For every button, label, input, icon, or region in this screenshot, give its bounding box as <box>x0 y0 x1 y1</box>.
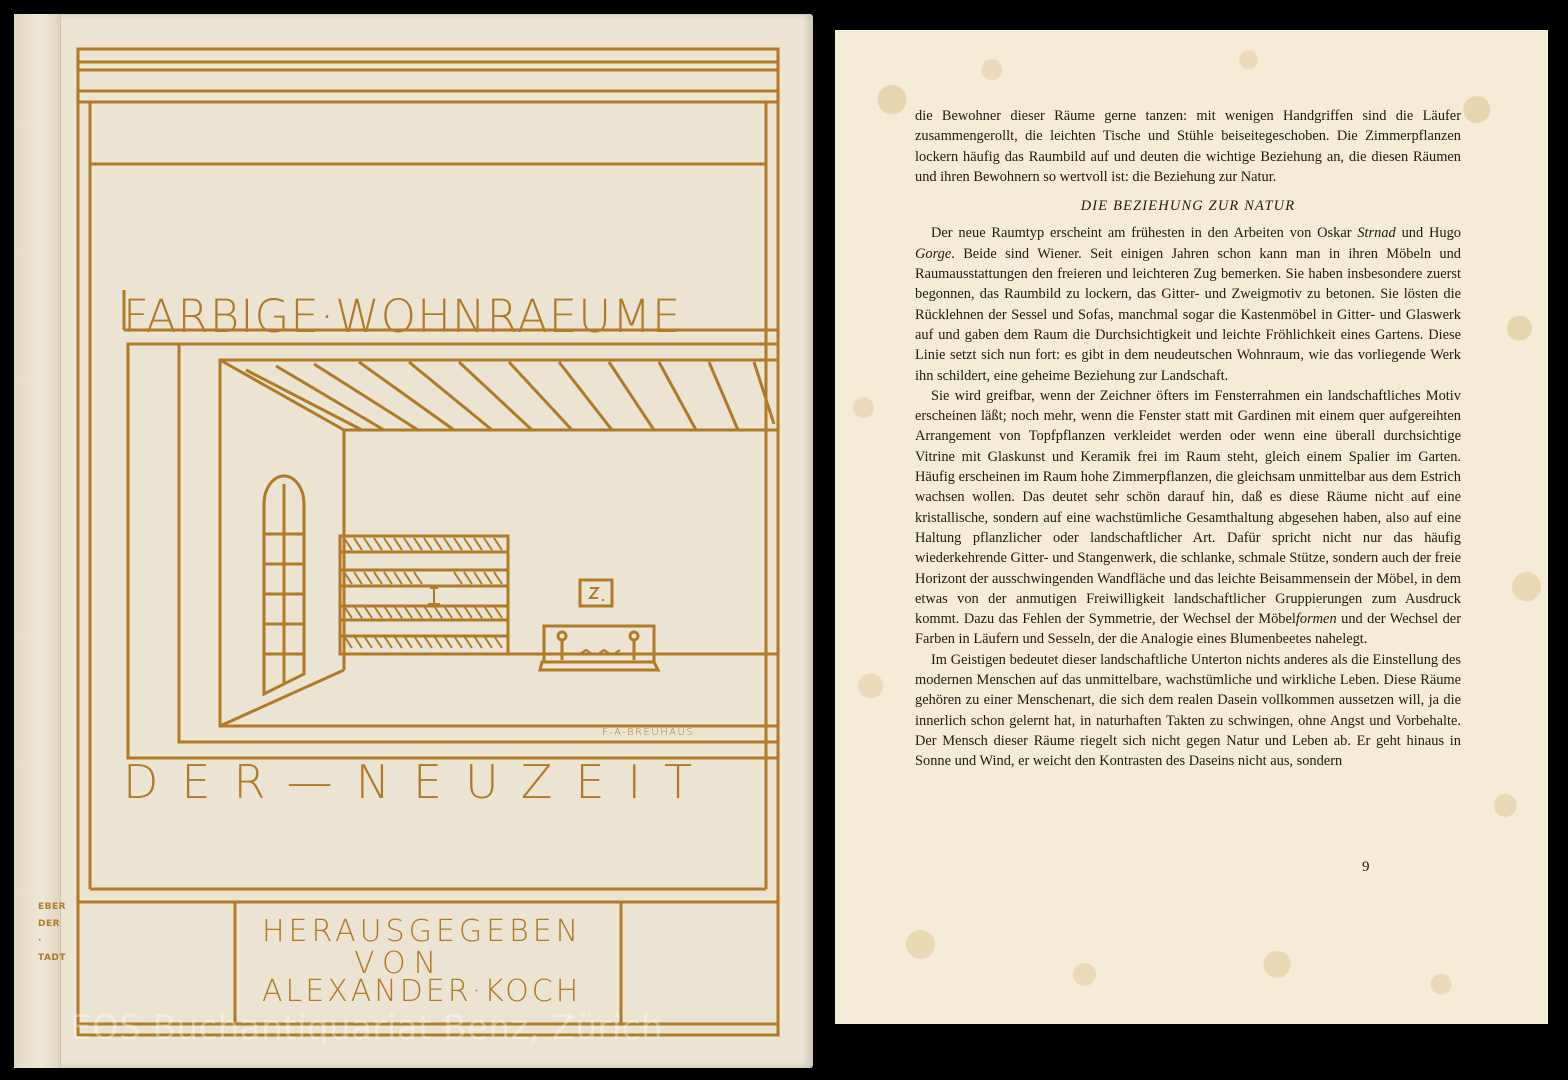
cover-illustration <box>14 14 813 1068</box>
paragraph: die Bewohner dieser Räume gerne tanzen: mit wenigen Handgriffen sind die Läufer zusammengerollt, die leichten Tische und Stühle beiseitegeschoben. Die Zimmerpflanzen lockern häufig das Raumbild auf und deuten die wichtige Beziehung an, die diesen Räumen und ihren Bewohnern so wertvoll ist: die Beziehung zur Natur. <box>915 108 1461 185</box>
cover-title-line1: FARBIGE·WOHNRAEUME <box>123 290 682 343</box>
page-text <box>915 106 1461 772</box>
publisher-line1: HERAUSGEGEBEN <box>262 914 583 949</box>
paragraph: Sie wird greifbar, wenn der Zeichner öfters im Fensterrahmen ein landschaftliches Motiv erscheinen läßt; noch mehr, wenn die Fenster statt mit Gardinen mit einem quer aufgereihten Arrangement von Topfpflanzen verkleidet werden oder wenn eine überall durchsichtige Vitrine mit Glaskunst und Keramik frei im Raum steht, gleich einem Spalier im Garten. Häufig erscheinen im Raum hohe Zimmerpflanzen, die gleichsam unmittelbar aus dem Estrich wachsen wollen. Das deutet sehr schön darauf hin, daß es diese Räume nicht auf eine kristallische, sondern auf eine wachstümliche Gesamthaltung abgesehen haben, also auf eine Haltung pflanzlicher oder landschaftlicher Art. Dafür spricht nicht nur das häufig wiederkehrende Gitter- und Stangenwerk, die schlanke, schmale Stütze, sondern auch der freie Horizont der ausschwingenden Wandfläche und das leichte Beisammensein der Möbel, in dem etwas von der anmutigen Freiwilligkeit landschaftlicher Gruppierungen zum Ausdruck kommt. Dazu das Fehlen der Symmetrie, der Wechsel der Möbelformen und der Wechsel der Farben in Läufern und Sesseln, der die Analogie eines Blumenbeetes nahelegt. <box>915 387 1461 648</box>
page-number: 9 <box>1362 859 1370 875</box>
publisher-line2: VON <box>354 946 445 981</box>
book-page <box>835 30 1548 1024</box>
spine-label: · <box>38 936 42 946</box>
paragraph: Der neue Raumtyp erscheint am frühesten in den Arbeiten von Oskar Strnad und Hugo Gorge. Beide sind Wiener. Seit einigen Jahren schon kann man in ihren Möbeln und Raumausstattungen den freieren und leichteren Zug bemerken. Sie haben insbesondere zuerst begonnen, das Raumbild zu lockern, das Gitter- und Zweigmotiv zu betonen. Sie lösten die Rücklehnen der Sessel und Sofas, manchmal sogar die Kastenmöbel in Gitter- und Glaswerk auf und gaben dem Raum die Durchsichtigkeit und leichte Fröhlichkeit eines Gartens. Diese Linie setzt sich nun fort: es gibt in dem neudeutschen Wohnraum, wie das vorliegende Werk ihn schildert, eine geheime Beziehung zur Landschaft. <box>915 225 1461 384</box>
publisher-line3: ALEXANDER·KOCH <box>262 974 582 1009</box>
cover-title-line2: DER—NEUZEIT <box>123 755 716 809</box>
book-cover <box>14 14 813 1068</box>
section-heading: DIE BEZIEHUNG ZUR NATUR <box>1080 198 1296 215</box>
watermark: EOS Buchantiquariat Benz, Zürich <box>70 1008 664 1048</box>
spine-label: TADT <box>38 953 67 963</box>
paragraph: Im Geistigen bedeutet dieser landschaftliche Unterton nichts anderes als die Einstellung des modernen Menschen auf das unmittelbare, wachstümliche und wirkliche Leben. Diese Räume gehören zu einer Menschenart, die sich dem realen Dasein vollkommen aussetzen will, ja die innerlich schon gelernt hat, in naturhaften Takten zu schwingen, ohne Angst und Vorbehalte. Der Mensch dieser Räume riegelt sich nicht gegen Natur und Leben ab. Er geht hinaus in Sonne und Wind, er weicht den Kontrasten des Daseins nicht aus, sondern <box>915 651 1461 770</box>
illustrator-signature: F-A-BREUHAUS <box>602 727 695 738</box>
spine-label: EBER <box>38 902 67 912</box>
spine-label: DER <box>38 919 61 929</box>
